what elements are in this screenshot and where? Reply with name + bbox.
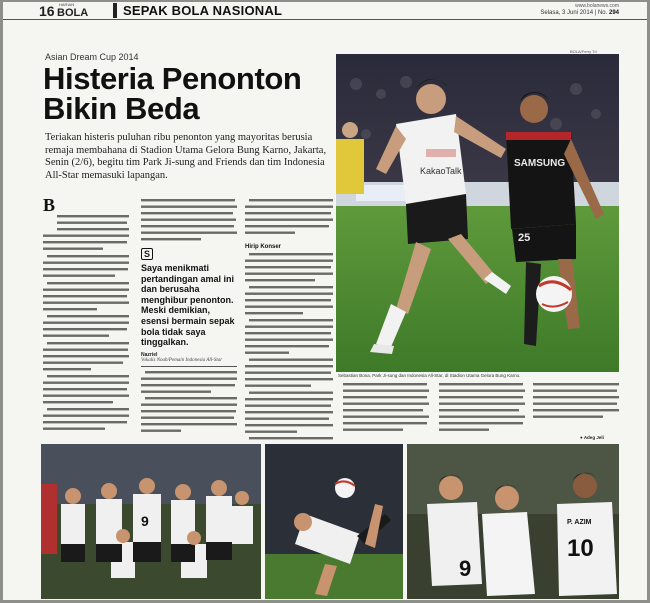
article-headline — [43, 61, 333, 126]
jersey-name-right: P. AZIM — [567, 519, 592, 526]
match-action-photo — [336, 54, 619, 372]
section-title: SEPAK BOLA NASIONAL — [123, 3, 283, 18]
publication-name: BOLA — [57, 7, 89, 19]
drop-cap: B — [43, 198, 56, 215]
illegible-text-texture — [245, 252, 333, 442]
jersey-sponsor-white: KakaoTalk — [420, 166, 462, 176]
masthead — [3, 2, 647, 20]
jersey-sponsor-black: SAMSUNG — [514, 158, 566, 169]
headline-line-2: Bikin Beda — [43, 91, 200, 126]
quote-divider — [141, 366, 237, 367]
body-column-2 — [141, 198, 237, 247]
bottom-photo-right — [407, 444, 619, 599]
pull-quote — [141, 248, 237, 367]
bottom-photo-credit: ● Adeg Jeli — [580, 435, 604, 440]
issue-label: No. — [597, 10, 608, 16]
masthead-website: www.bolanews.com — [575, 3, 619, 9]
main-photo-credit: BOLA/Ferry Tri — [570, 49, 597, 54]
column-subhead: Hirip Konser — [245, 243, 282, 250]
bicycle-kick-photo — [265, 444, 403, 599]
illegible-text-texture — [343, 382, 623, 434]
page-number: 16 — [39, 3, 55, 19]
headline-line-1: Histeria Penonton — [43, 61, 302, 96]
body-column-1 — [43, 198, 131, 430]
quote-text: Saya menikmati pertandingan amal ini dan berusaha menghibur penonton. Meski demikian, esensi bermain sepak bola tidak saya tinggalkan. — [141, 263, 235, 348]
masthead-divider — [113, 3, 117, 18]
body-column-3 — [245, 198, 333, 444]
main-photo — [336, 54, 619, 372]
jersey-number-right-left: 9 — [459, 556, 472, 581]
illegible-text-texture — [245, 198, 333, 238]
jersey-number-black: 25 — [518, 232, 531, 244]
publication-tag: HARIAN — [59, 2, 75, 7]
team-celebration-photo — [41, 444, 261, 599]
issue-number: 294 — [608, 10, 619, 16]
text-lines-col1 — [43, 198, 131, 430]
jersey-number-right-right: 10 — [567, 535, 594, 562]
body-columns-right — [343, 382, 623, 437]
newspaper-page — [3, 2, 647, 600]
quote-speaker-role: Vokalis Noah/Pemain Indonesia All-Star — [141, 357, 223, 363]
bottom-photo-left — [41, 444, 261, 599]
quote-speaker-name: Nazriel — [141, 351, 158, 358]
body-column-2-bottom — [141, 370, 237, 439]
jersey-number-bottom-left: 9 — [141, 513, 149, 529]
illegible-text-texture — [141, 370, 237, 436]
issue-date: Selasa, 3 Juni 2014 — [540, 10, 594, 16]
masthead-date: Selasa, 3 Juni 2014 | No. 294 — [540, 10, 619, 16]
illegible-text-texture — [141, 198, 237, 244]
players-celebrating-photo — [407, 444, 619, 599]
quote-icon: S — [141, 248, 153, 260]
illegible-text-texture — [43, 213, 131, 430]
bottom-photo-middle — [265, 444, 403, 599]
article-lead: Teriakan histeris puluhan ribu penonton yang mayoritas berusia remaja membahana di Stadion Utama Gelora Bung Karno, Jakarta, Senin (2/6), begitu tim Park Ji-sung and Friends dan tim Indonesia All-Star memasuki lapangan. — [45, 132, 327, 181]
article-kicker: Asian Dream Cup 2014 — [45, 52, 139, 62]
main-photo-caption: Sebastian Bona, Park Ji-sung dan Indonesia All-Star, di Stadion Utama Gelora Bung Karno. — [338, 373, 521, 378]
